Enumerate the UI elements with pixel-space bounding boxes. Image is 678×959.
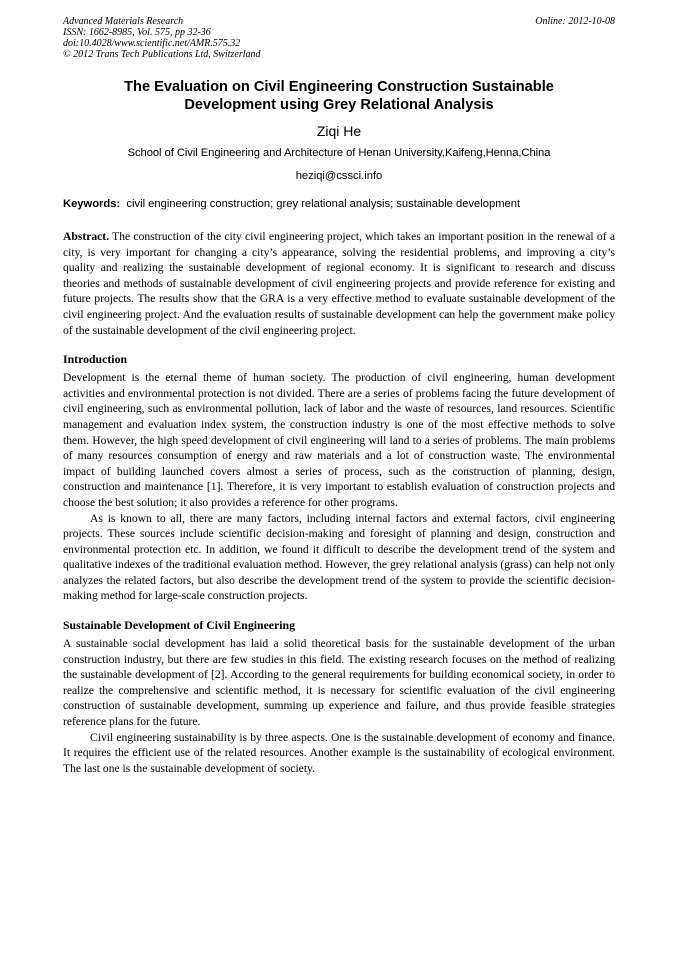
introduction-paragraph-2: As is known to all, there are many factors, including internal factors and external factors, civil engineering projects. These sources include scientific decision-making and foresight of planning and design, construction and environmental protection etc. In addition, we found it difficult to describe the development trend of the system and qualitative indexes of the traditional evaluation method. However, the grey relational analysis (grass) can help not only analyzes the related factors, but also describe the development trend of the system to provide the scientific decision-making method for large-scale construction projects. xyxy=(63,511,615,603)
online-date: Online: 2012-10-08 xyxy=(535,16,615,27)
paper-author: Ziqi He xyxy=(316,123,362,139)
author-email: heziqi@cssci.info xyxy=(295,170,383,182)
section-heading-introduction: Introduction xyxy=(63,352,128,367)
sustainable-paragraph-1: A sustainable social development has laid a solid theoretical basis for the sustainable development of the urban construction industry, but there are few studies in this field. The existing research focuses on the method of realizing the sustainable development of [2]. According to the general requirements for building economical society, in order to realize the comprehensive and scientific method, it is necessary for scientific evaluation of the civil engineering construction of sustainable development, summing up experience and failure, and thus provide feasible strategies reference plans for the future. xyxy=(63,637,615,729)
abstract-label: Abstract. xyxy=(63,230,110,243)
journal-doi: doi:10.4028/www.scientific.net/AMR.575.32 xyxy=(63,38,241,49)
section-heading-sustainable-development: Sustainable Development of Civil Engineering xyxy=(63,618,296,633)
keywords-text: civil engineering construction; grey relational analysis; sustainable development xyxy=(126,198,521,210)
journal-info xyxy=(63,16,615,60)
journal-name: Advanced Materials Research xyxy=(63,16,184,27)
keywords-line xyxy=(63,197,615,211)
journal-copyright: © 2012 Trans Tech Publications Ltd, Switzerland xyxy=(63,49,261,60)
abstract-text: The construction of the city civil engineering project, which takes an important position in the renewal of a city, is very important for changing a city’s appearance, solving the residential problems, and improving a city’s quality and realizing the sustainable development of regional economy. It is significant to research and discuss theories and methods of sustainable development of civil engineering projects and provide reference for existing and future projects. The results show that the GRA is a very effective method to evaluate sustainable development of the civil engineering project. And the evaluation results of sustainable development can help the government make policy of the sustainable development of the civil engineering project. xyxy=(63,230,615,337)
sustainable-paragraph-2: Civil engineering sustainability is by three aspects. One is the sustainable development of economy and finance. It requires the efficient use of the related resources. Another example is the sustainability of ecological environment. The last one is the sustainable development of society. xyxy=(63,730,615,775)
paper-title: The Evaluation on Civil Engineering Construction Sustainable Development using Grey Relational Analysis xyxy=(124,79,554,113)
introduction-paragraph-1: Development is the eternal theme of human society. The production of civil engineering, human development activities and environmental protection is not divided. There are a series of problems facing the future development of civil engineering, such as environmental pollution, lack of labor and the waste of resources, land resources. Scientific management and evaluation index system, the construction industry is one of the most effective methods to solve them. However, the high speed development of civil engineering will land to a series of problems. The main problems of many resources consumption of energy and raw materials and a lot of construction waste. The environmental impact of building launched covers almost a series of process, such as the construction of planning, design, construction and maintenance [1]. Therefore, it is very important to establish evaluation of construction projects and choose the best solution; it also provides a reference for other programs. xyxy=(63,371,615,509)
journal-header xyxy=(63,16,615,60)
keywords-label: Keywords: xyxy=(63,198,121,210)
author-affiliation: School of Civil Engineering and Architecture of Henan University,Kaifeng,Henna,China xyxy=(127,147,551,159)
abstract xyxy=(63,229,615,338)
journal-issn: ISSN: 1662-8985, Vol. 575, pp 32-36 xyxy=(63,27,211,38)
